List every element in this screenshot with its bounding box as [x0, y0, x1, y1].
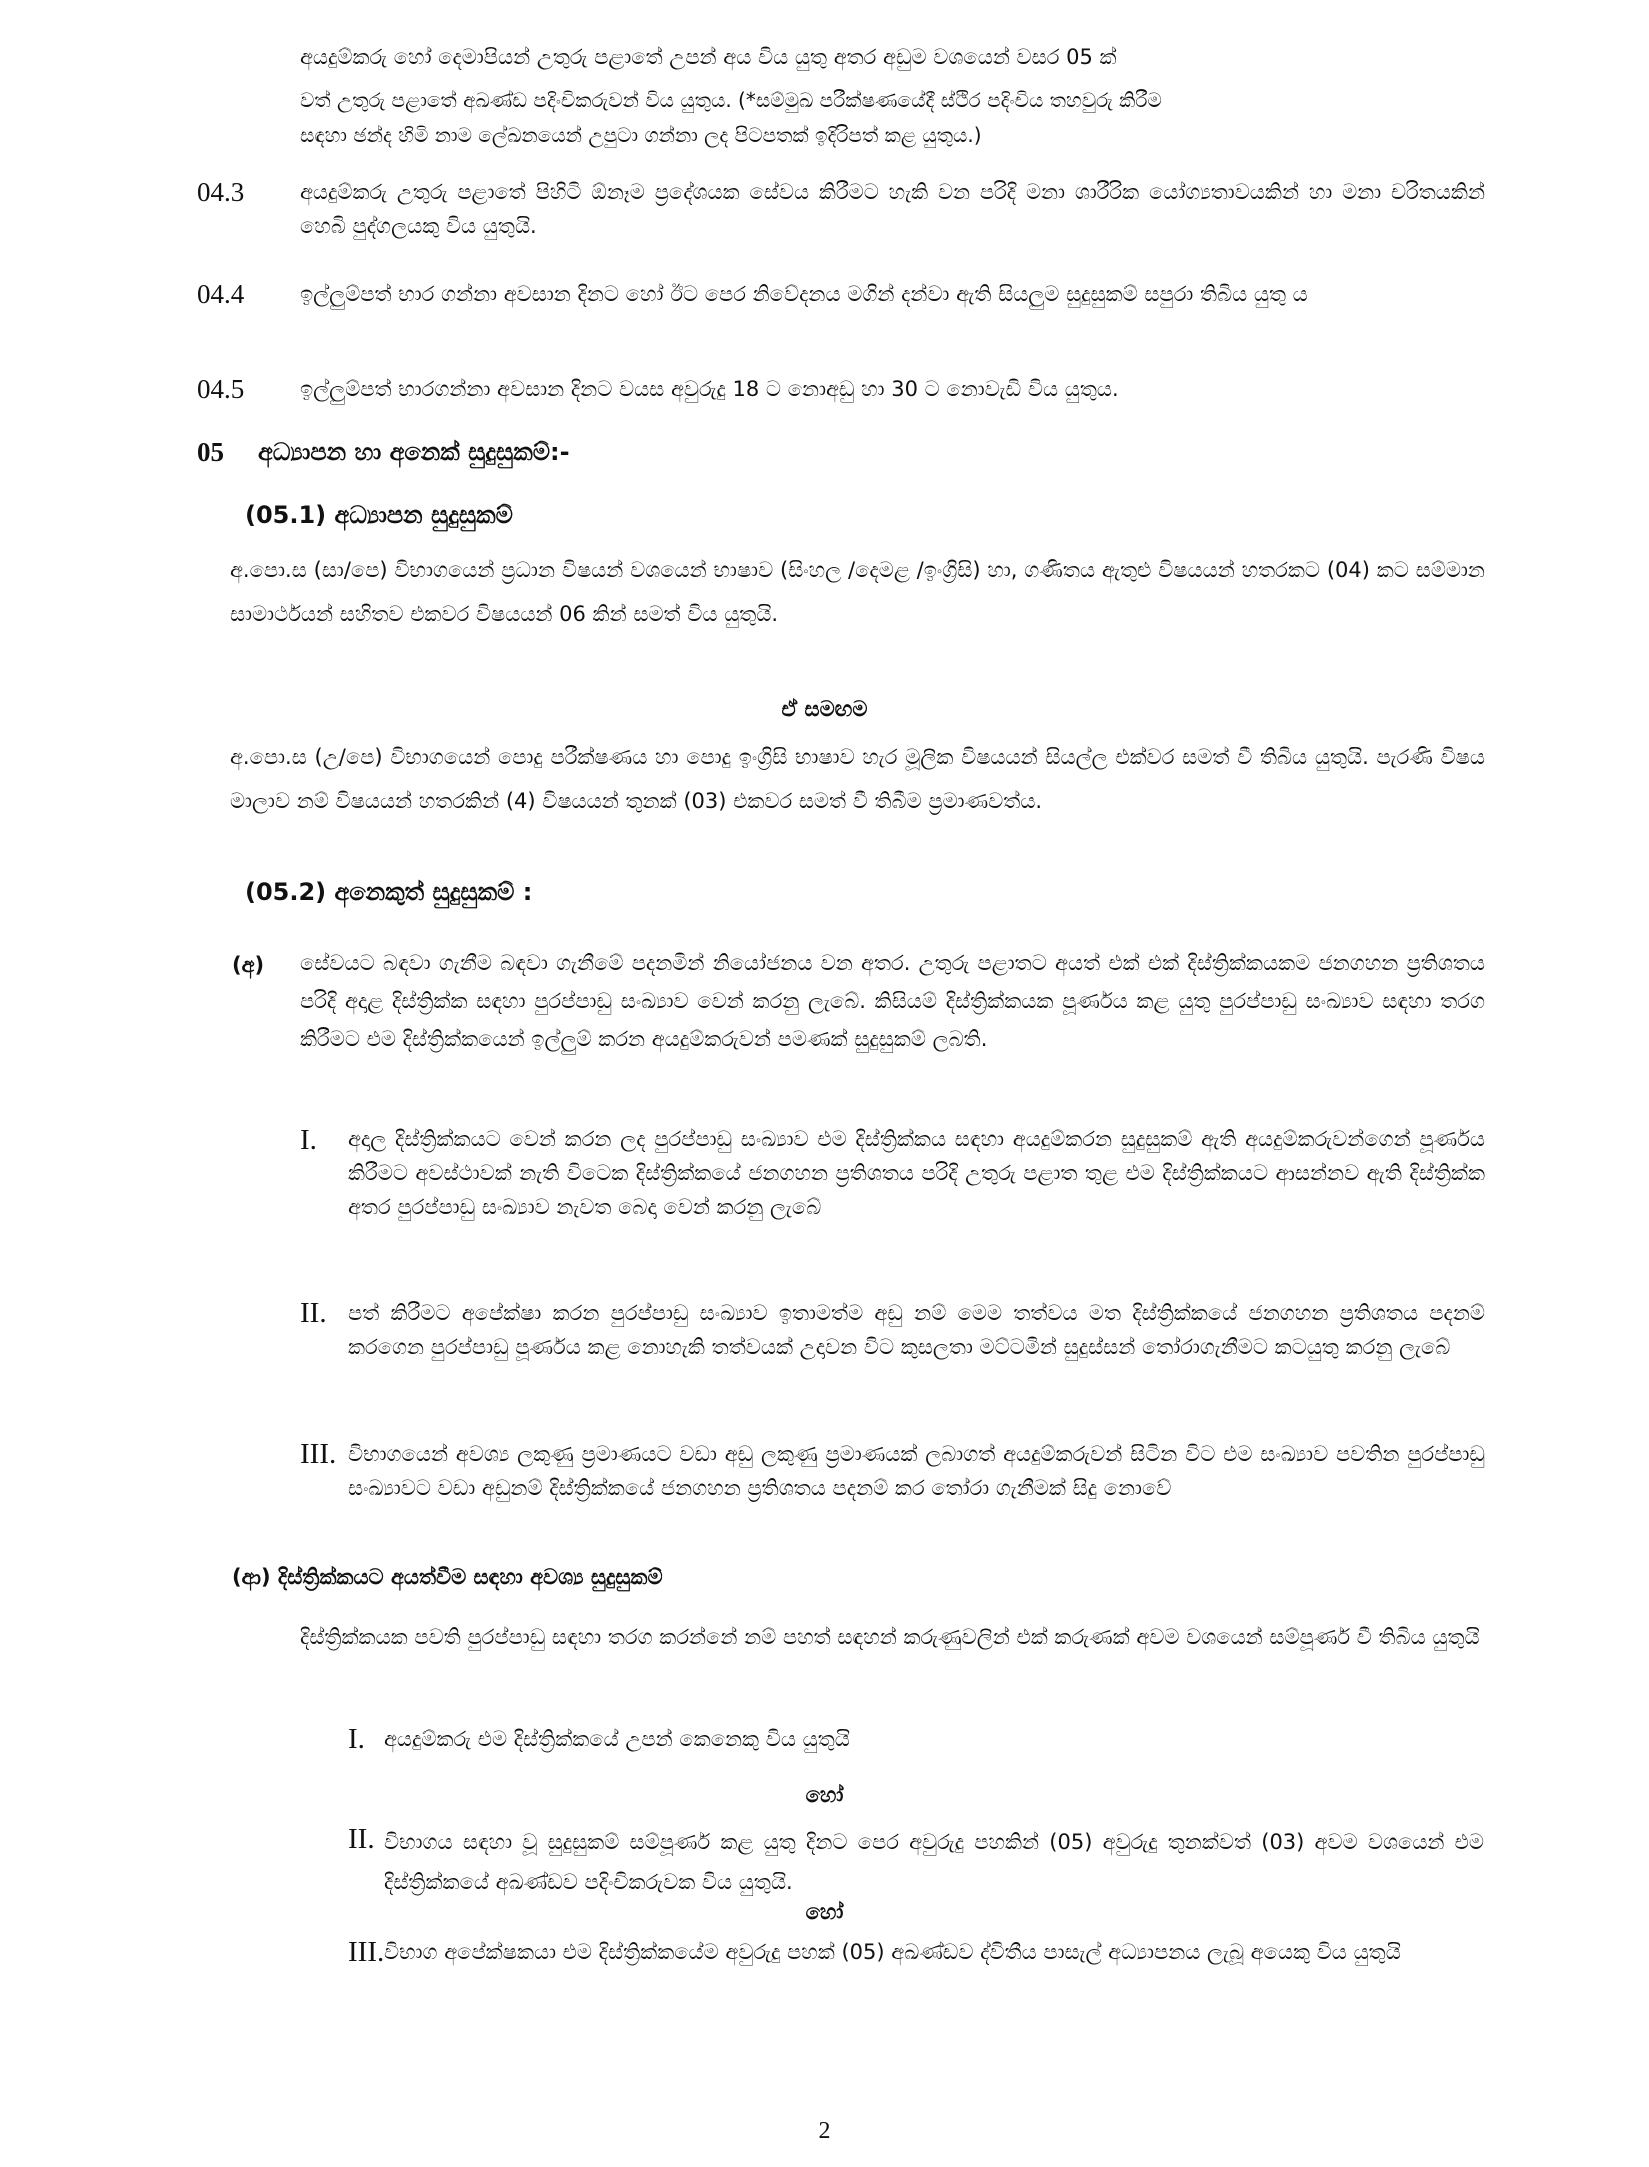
also-label: ඒ සමඟම — [781, 697, 868, 721]
a-point-1-text: අදාල දිස්ත්‍රික්කයට වෙන් කරන ලද පුරප්පාඩු සංඛ්‍යාව එම දිස්ත්‍රික්කය සඳහා අයදුම්කරන සුදුසුකම් ඇති අයදුම්කරුවන්ගෙන් පූර්ණය කිරීමට අවස්ථාවක් නැති විටෙක දිස්ත්‍රික්කයේ ජනගහන ප්‍රතිශතය පරිදි උතුරු පළාත තුළ එම දිස්ත්‍රික්කයට ආසන්නව ඇති දිස්ත්‍රික්ක අතර පුරප්පාඩු සංඛ්‍යාව නැවත බෙදා වෙන් කරනු ලැබේ — [348, 1127, 1485, 1219]
b-point-3-text: විභාග අපේක්ෂකයා එම දිස්ත්‍රික්කයේම අවුරුදු පහක් (05) අඛණ්ඩව ද්විතීය පාසැල් අධ්‍යාපනය ලැබූ අයෙකු විය යුතුයි — [384, 1940, 1401, 1964]
section-05-number: 05 — [197, 437, 224, 467]
item-text-04-5: ඉල්ලුම්පත් භාරගන්නා අවසාන දිනට වයස අවුරුදු 18 ට නොඅඩු හා 30 ට නොවැඩි විය යුතුය. — [300, 377, 1119, 401]
item-number-04-4: 04.4 — [197, 279, 245, 309]
b-point-1-numeral: I. — [348, 1723, 365, 1755]
subsection-05-1-text-2: අ.පො.ස (උ/පෙ) විභාගයෙන් පොදු පරීක්ෂණය හා පොදු ඉංග්‍රිසි භාෂාව හැර මූලික විෂයයන් සියල්ල එක්වර සමත් වී තිබිය යුතුයි. පැරණි විෂය මාලාව නම් විෂයයන් හතරකින් (4) විෂයයන් තුනක් (03) එකවර සමත් වී තිබීම ප්‍රමාණවත්ය. — [230, 745, 1485, 813]
b-point-3-numeral: III. — [348, 1936, 385, 1968]
a-point-2-numeral: II. — [300, 1297, 327, 1329]
item-number-04-5: 04.5 — [197, 374, 245, 404]
a-point-3-text: විභාගයෙන් අවශ්‍ය ලකුණු ප්‍රමාණයට වඩා අඩු ලකුණු ප්‍රමාණයක් ලබාගත් අයදුම්කරුවන් සිටින විට එම සංඛ්‍යාව පවතින පුරප්පාඩු සංඛ්‍යාවට වඩා අඩුනම් දිස්ත්‍රික්කයේ ජනගහන ප්‍රතිශතය පදනම් කර තෝරා ගැනීමක් සිදු නොවේ — [348, 1442, 1485, 1500]
a-point-3-numeral: III. — [300, 1438, 337, 1470]
a-point-2-text: පත් කිරීමට අපේක්ෂා කරන පුරප්පාඩු සංඛ්‍යාව ඉතාමත්ම අඩු නම් මෙම තත්වය මත දිස්ත්‍රික්කයේ ජනගහන ප්‍රතිශතය පදනම් කරගෙන පුරප්පාඩු පූර්ණය කළ නොහැකි තත්වයක් උදාවන විට කුසලතා මට්ටමින් සුදුස්සන් තෝරාගැනීමට කටයුතු කරනු ලැබේ — [348, 1301, 1485, 1359]
a-point-1-numeral: I. — [300, 1124, 317, 1156]
subsection-05-1-title: (05.1) අධ්‍යාපන සුදුසුකම් — [245, 501, 513, 529]
point-b-title: (ආ) දිස්ත්‍රික්කයට අයත්වීම සඳහා අවශ්‍ය සුදුසුකම් — [232, 1565, 663, 1589]
item-number-04-3: 04.3 — [197, 177, 245, 207]
page-number: 2 — [818, 2118, 831, 2144]
intro-line-3: සඳහා ඡන්ද හිමි නාම ලේඛනයෙන් උපුටා ගන්නා ලද පිටපතක් ඉදිරිපත් කළ යුතුය.) — [300, 123, 982, 147]
item-text-04-3: අයදුම්කරු උතුරු පළාතේ පිහිටි ඕනෑම ප්‍රදේශයක සේවය කිරීමට හැකි වන පරිදි මනා ශාරීරික යෝග්‍යතාවයකින් හා මනා චරිතයකින් හෙබි පුද්ගලයකු විය යුතුයි. — [300, 180, 1485, 238]
item-text-04-4: ඉල්ලුම්පත් භාර ගන්නා අවසාන දිනට හෝ ඊට පෙර නිවේදනය මගින් දන්වා ඇති සියලුම සුදුසුකම් සපුරා තිබිය යුතු ය — [300, 282, 1308, 306]
point-a-label: (අ) — [232, 953, 265, 977]
section-05-title: අධ්‍යාපන හා අනෙක් සුදුසුකම්:- — [258, 438, 570, 466]
b-point-2-text: විභාගය සඳහා වූ සුදුසුකම් සම්පූර්ණ කළ යුතු දිනට පෙර අවුරුදු පහකින් (05) අවුරුදු තුනක්වත් (03) අවම වශයෙන් එම දිස්ත්‍රික්කයේ අඛණ්ඩව පදිංචිකරුවක විය යුතුයි. — [384, 1830, 1484, 1894]
or-label-1: හෝ — [805, 1783, 844, 1807]
subsection-05-1-text: අ.පො.ස (සා/පෙ) විභාගයෙන් ප්‍රධාන විෂයන් වශයෙන් භාෂාව (සිංහල /දෙමළ /ඉංග්‍රිසි) හා, ගණිතය ඇතුළු විෂයයන් හතරකට (04) කට සම්මාන සාමාර්ථයන් සහිතව එකවර විෂයයන් 06 කින් සමත් විය යුතුයි. — [230, 558, 1485, 626]
point-a-text: සේවයට බඳවා ගැනීම බඳවා ගැනීමේ පදනමින් නියෝජනය වන අතර. උතුරු පළාතට අයත් එක් එක් දිස්ත්‍රික්කයකම ජනගහන ප්‍රතිශතය පරිදි අදාළ දිස්ත්‍රික්ක සඳහා පුරප්පාඩු සංඛ්‍යාව වෙන් කරනු ලැබේ. කිසියම් දිස්ත්‍රික්කයක පූර්ණය කළ යුතු පුරප්පාඩු සංඛ්‍යාව සඳහා තරග කිරීමට එම දිස්ත්‍රික්කයෙන් ඉල්ලුම් කරන අයදුම්කරුවන් පමණක් සුදුසුකම් ලබති. — [300, 951, 1485, 1051]
b-point-2-numeral: II. — [348, 1823, 375, 1855]
or-label-2: හෝ — [805, 1900, 844, 1924]
b-point-1-text: අයදුම්කරු එම දිස්ත්‍රික්කයේ උපන් කෙනෙකු විය යුතුයි — [384, 1727, 850, 1751]
subsection-05-2-title: (05.2) අනෙකුත් සුදුසුකම් : — [245, 878, 533, 906]
intro-line-2: වත් උතුරු පළාතේ අඛණ්ඩ පදිංචිකරුවන් විය යුතුය. (*සම්මුඛ පරීක්ෂණයේදී ස්ථිර පදිංචිය තහවුරු කිරීම — [300, 88, 1162, 112]
intro-line-1: අයදුම්කරු හෝ දෙමාපියන් උතුරු පළාතේ උපන් අය විය යුතු අතර අඩුම වශයෙන් වසර 05 ක් — [300, 45, 1117, 69]
point-b-text: දිස්ත්‍රික්කයක පවති පුරප්පාඩු සඳහා තරග කරන්නේ නම් පහත් සඳහන් කරුණුවලින් එක් කරුණක් අවම වශයෙන් සම්පූර්ණ වී තිබිය යුතුයි — [300, 1625, 1480, 1649]
